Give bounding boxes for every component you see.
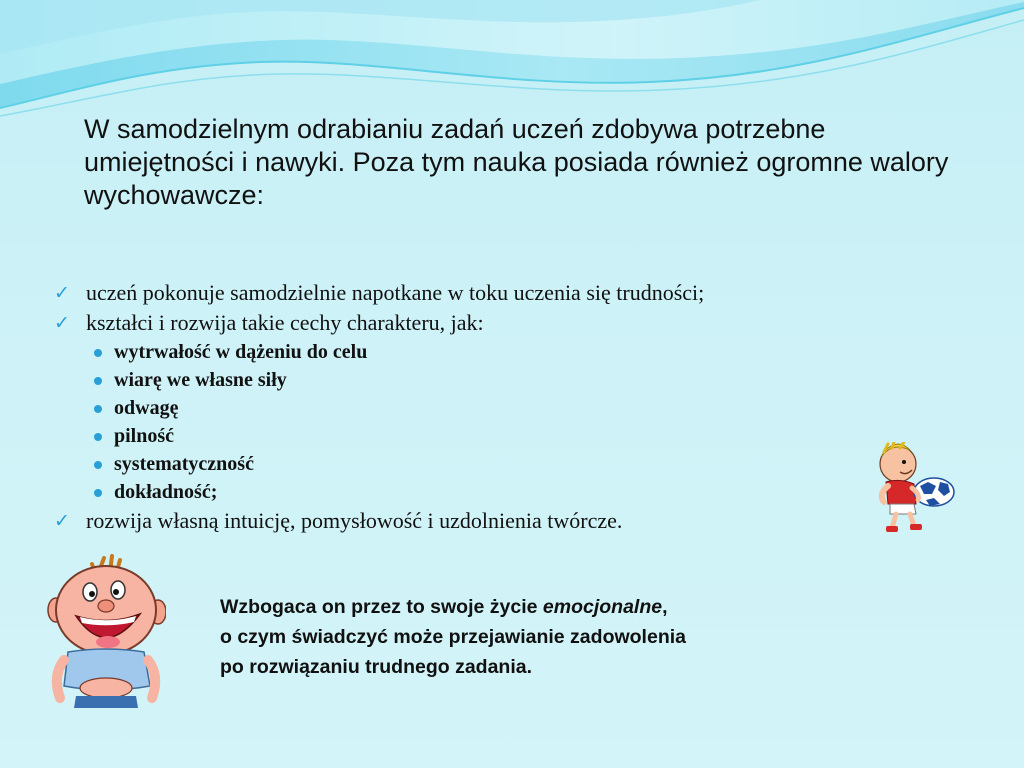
- trait-item: [94, 422, 982, 450]
- trait-text: odwagę: [114, 397, 179, 419]
- round-bullet-icon: [94, 461, 102, 469]
- round-bullet-icon: [94, 405, 102, 413]
- list-item: [52, 308, 982, 506]
- trait-text: wytrwałość w dążeniu do celu: [114, 341, 368, 363]
- closing-paragraph: [220, 592, 920, 682]
- boy-with-ball-illustration: [874, 442, 956, 536]
- list-item-text: uczeń pokonuje samodzielnie napotkane w toku uczenia się trudności;: [86, 280, 705, 305]
- trait-text: systematyczność: [114, 453, 254, 475]
- closing-line-2: o czym świadczyć może przejawianie zadowolenia: [220, 626, 686, 648]
- closing-emphasis: emocjonalne: [542, 596, 663, 618]
- list-item-text: kształci i rozwija takie cechy charakteru, jak:: [86, 310, 484, 335]
- trait-item: [94, 366, 982, 394]
- trait-item: [94, 394, 982, 422]
- trait-item: [94, 450, 982, 478]
- round-bullet-icon: [94, 433, 102, 441]
- list-item: [52, 278, 982, 308]
- intro-paragraph: W samodzielnym odrabianiu zadań uczeń zdobywa potrzebne umiejętności i nawyki. Poza tym nauka posiada również ogromne walory wychowawcze:: [84, 114, 949, 210]
- trait-item: [94, 478, 982, 506]
- qualities-list: [52, 278, 982, 536]
- checkmark-icon: ✓: [54, 510, 70, 532]
- list-item-text: rozwija własną intuicję, pomysłowość i uzdolnienia twórcze.: [86, 508, 623, 533]
- trait-text: dokładność;: [114, 481, 218, 503]
- list-item: [52, 506, 982, 536]
- round-bullet-icon: [94, 349, 102, 357]
- trait-text: pilność: [114, 425, 175, 447]
- traits-list: [94, 338, 982, 506]
- closing-line-3: po rozwiązaniu trudnego zadania.: [220, 656, 533, 678]
- round-bullet-icon: [94, 489, 102, 497]
- laughing-boy-illustration: [46, 552, 166, 710]
- trait-text: wiarę we własne siły: [114, 369, 287, 391]
- round-bullet-icon: [94, 377, 102, 385]
- closing-text: Wzbogaca on przez to swoje życie: [220, 596, 543, 618]
- closing-comma: ,: [662, 596, 668, 618]
- closing-line-1: [220, 592, 920, 622]
- wave-header-decoration: [0, 0, 1024, 130]
- trait-item: [94, 338, 982, 366]
- checkmark-icon: ✓: [54, 282, 70, 304]
- checkmark-icon: ✓: [54, 312, 70, 334]
